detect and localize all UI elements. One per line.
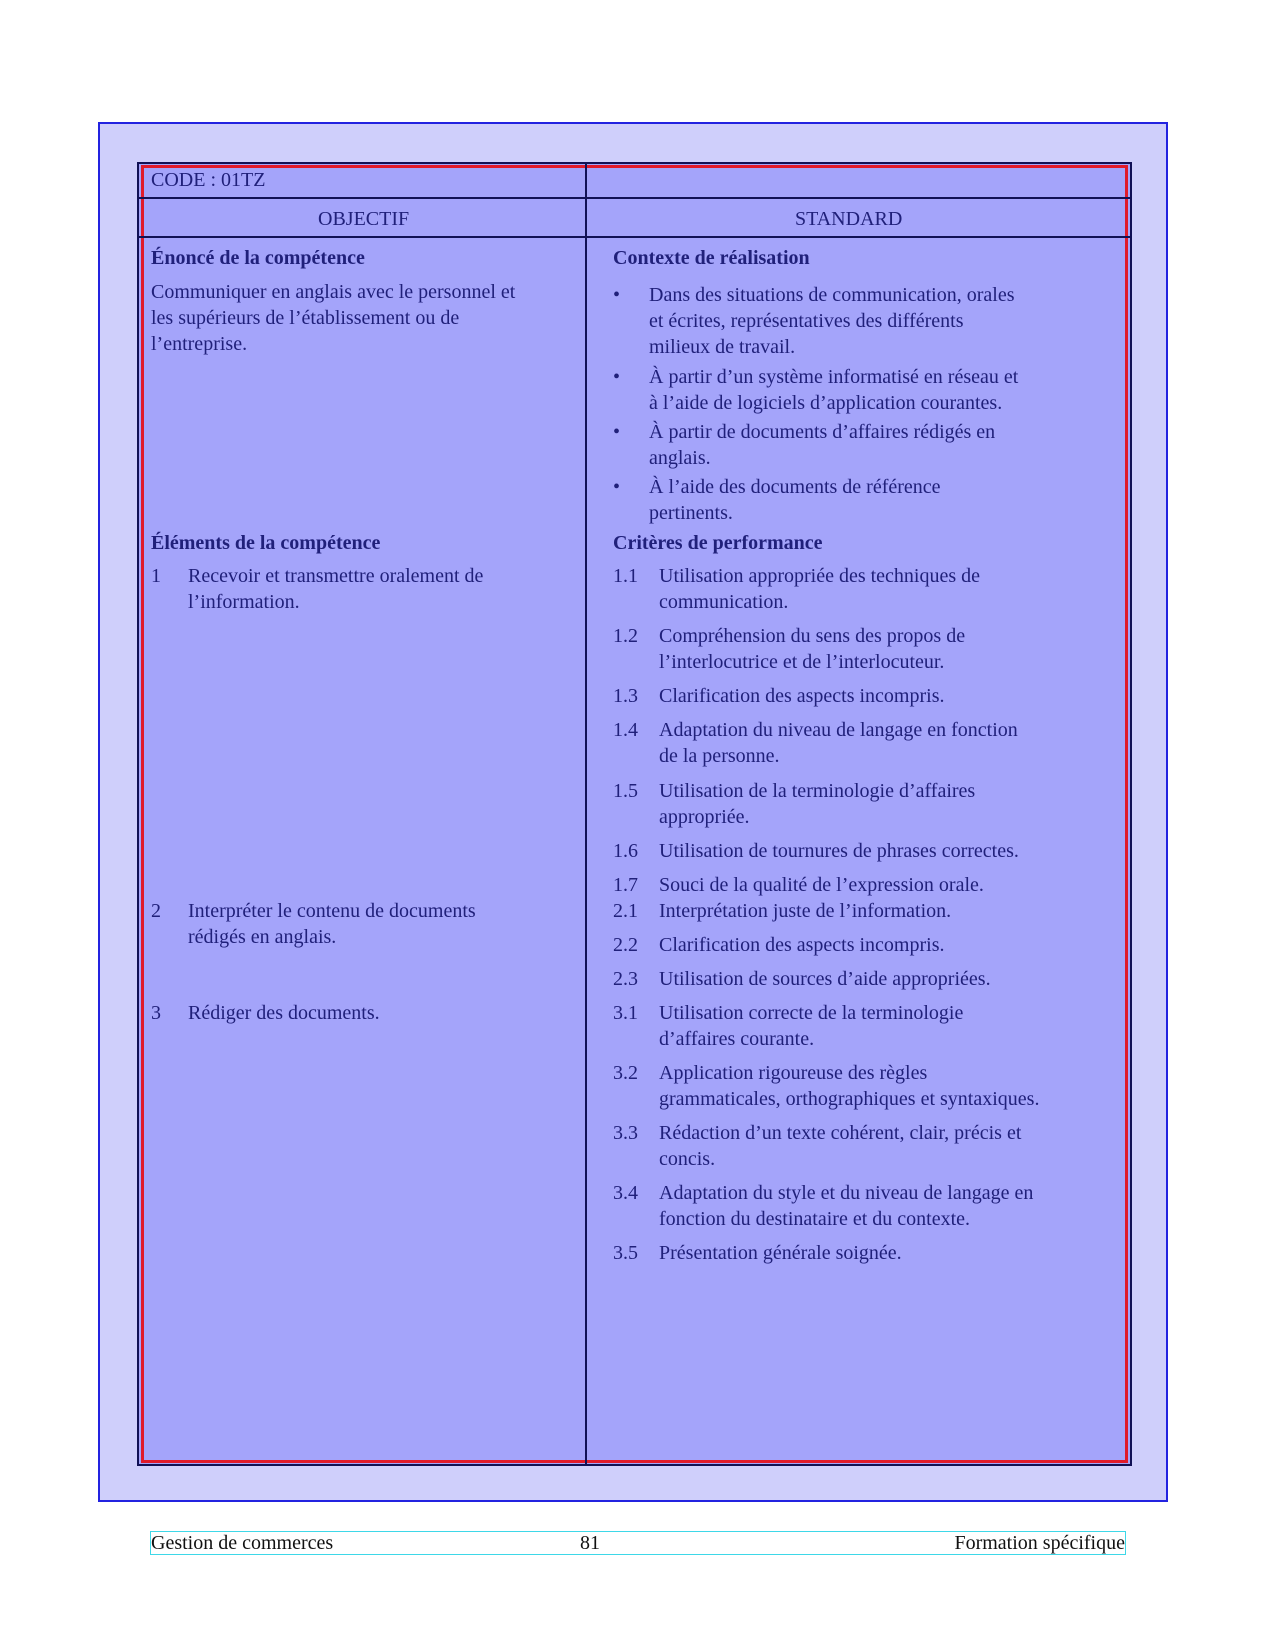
critere-line: grammaticales, orthographiques et syntaxiques. [659,1088,1040,1110]
element-line: Recevoir et transmettre oralement de [188,565,484,587]
contexte-title: Contexte de réalisation [613,247,810,269]
criteres-title: Critères de performance [613,532,823,554]
elements-title: Éléments de la compétence [151,532,381,554]
critere-number: 2.1 [613,900,638,922]
critere-number: 1.3 [613,685,638,707]
element-number: 2 [151,900,161,922]
critere-number: 1.4 [613,719,638,741]
critere-line: Utilisation de sources d’aide appropriées. [659,968,991,990]
footer-right: Formation spécifique [954,1532,1125,1554]
critere-number: 1.5 [613,780,638,802]
critere-line: de la personne. [659,745,780,767]
footer-left: Gestion de commerces [151,1532,334,1554]
critere-number: 2.3 [613,968,638,990]
page-number: 81 [580,1532,600,1554]
table-highlight-border [141,165,1128,1463]
list-item-line: À partir d’un système informatisé en réseau et [649,366,1019,388]
standard-header: STANDARD [795,208,903,230]
page-footer [150,1531,1126,1555]
row-divider-code [139,197,1131,199]
critere-number: 3.3 [613,1122,638,1144]
critere-line: Utilisation correcte de la terminologie [659,1002,964,1024]
column-divider-bottom [585,792,587,1466]
element-number: 3 [151,1002,161,1024]
critere-line: Utilisation de tournures de phrases correctes. [659,840,1019,862]
list-item-line: À partir de documents d’affaires rédigés en [649,421,996,443]
critere-line: Clarification des aspects incompris. [659,934,945,956]
enonce-title: Énoncé de la compétence [151,247,365,269]
critere-number: 3.4 [613,1182,638,1204]
critere-number: 1.2 [613,625,638,647]
critere-number: 1.7 [613,874,638,896]
bullet-icon: • [613,366,621,388]
element-line: Rédiger des documents. [188,1002,380,1024]
enonce-line: les supérieurs de l’établissement ou de [151,307,460,329]
critere-number: 3.2 [613,1062,638,1084]
critere-line: communication. [659,591,789,613]
list-item-line: à l’aide de logiciels d’application courantes. [649,392,1003,414]
element-line: Interpréter le contenu de documents [188,900,476,922]
critere-number: 3.5 [613,1242,638,1264]
column-divider-top [585,162,587,792]
critere-line: Souci de la qualité de l’expression orale. [659,874,984,896]
list-item-line: milieux de travail. [649,336,796,358]
critere-number: 1.6 [613,840,638,862]
objectif-header: OBJECTIF [318,208,410,230]
list-item-line: et écrites, représentatives des différents [649,310,964,332]
critere-number: 1.1 [613,565,638,587]
element-number: 1 [151,565,161,587]
critere-line: Présentation générale soignée. [659,1242,902,1264]
critere-line: Utilisation de la terminologie d’affaires [659,780,976,802]
bullet-icon: • [613,476,621,498]
critere-line: Adaptation du niveau de langage en fonction [659,719,1018,741]
critere-line: d’affaires courante. [659,1028,815,1050]
critere-line: Application rigoureuse des règles [659,1062,928,1084]
bullet-icon: • [613,421,621,443]
element-line: rédigés en anglais. [188,926,337,948]
list-item-line: pertinents. [649,502,733,524]
critere-number: 2.2 [613,934,638,956]
element-line: l’information. [188,591,300,613]
critere-line: Adaptation du style et du niveau de langage en [659,1182,1034,1204]
critere-number: 3.1 [613,1002,638,1024]
list-item-line: Dans des situations de communication, orales [649,284,1015,306]
list-item-line: anglais. [649,447,711,469]
critere-line: appropriée. [659,806,750,828]
bullet-icon: • [613,284,621,306]
critere-line: Rédaction d’un texte cohérent, clair, précis et [659,1122,1022,1144]
enonce-line: l’entreprise. [151,333,248,355]
critere-line: l’interlocutrice et de l’interlocuteur. [659,651,945,673]
critere-line: fonction du destinataire et du contexte. [659,1208,971,1230]
code-label: CODE : 01TZ [151,169,266,191]
critere-line: Utilisation appropriée des techniques de [659,565,981,587]
critere-line: Interprétation juste de l’information. [659,900,952,922]
enonce-line: Communiquer en anglais avec le personnel et [151,281,516,303]
row-divider-header [139,236,1131,238]
critere-line: Compréhension du sens des propos de [659,625,966,647]
list-item-line: À l’aide des documents de référence [649,476,941,498]
critere-line: concis. [659,1148,716,1170]
critere-line: Clarification des aspects incompris. [659,685,945,707]
